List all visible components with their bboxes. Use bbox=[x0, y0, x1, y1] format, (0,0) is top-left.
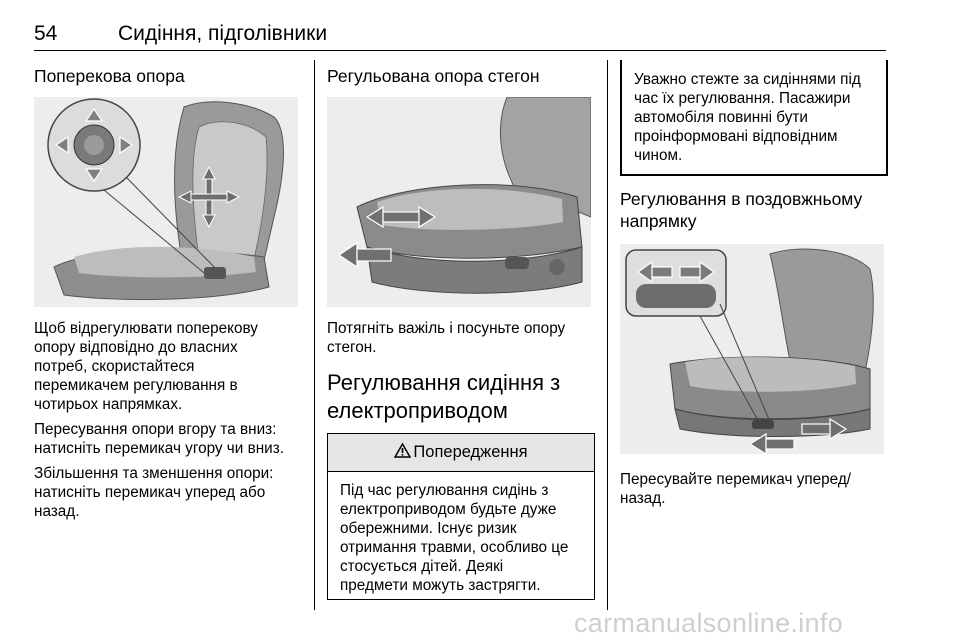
column-thigh-support bbox=[327, 60, 595, 600]
warning-text: Уважно стежте за сидіннями під час їх регулювання. Пасажири автомобіля повинні бути проінформовані відповідним чином. bbox=[634, 71, 861, 164]
page-header bbox=[34, 22, 886, 52]
column-divider bbox=[314, 60, 315, 610]
figure-longitudinal-switch bbox=[620, 244, 884, 454]
section-heading-longitudinal: Регулювання в поздовжньому напрямку bbox=[620, 189, 863, 231]
column-lumbar-support bbox=[34, 60, 302, 521]
section-heading-lumbar: Поперекова опора bbox=[34, 66, 185, 86]
section-heading-thigh: Регульована опора стегон bbox=[327, 66, 540, 86]
figure-lumbar-switch bbox=[34, 97, 298, 307]
column-divider bbox=[607, 60, 608, 610]
header-rule bbox=[34, 50, 886, 51]
figure-thigh-support bbox=[327, 97, 591, 307]
paragraph: Пересування опори вгору та вниз: натисніть перемикач угору чи вниз. bbox=[34, 421, 284, 457]
section-heading-power-seat: Регулювання сидіння з електроприводом bbox=[327, 370, 561, 423]
paragraph: Збільшення та зменшення опори: натисніть перемикач уперед або назад. bbox=[34, 465, 274, 520]
paragraph: Щоб відрегулювати поперекову опору відповідно до власних потреб, скористайтеся перемикачем регулювання в чотирьох напрямках. bbox=[34, 320, 258, 413]
watermark: carmanualsonline.info bbox=[574, 608, 843, 638]
warning-box bbox=[327, 433, 595, 600]
warning-text: Під час регулювання сидінь з електроприводом будьте дуже обережними. Існує ризик отримання травми, особливо це стосується дітей. Деякі предмети можуть застрягти. bbox=[340, 482, 569, 594]
column-longitudinal bbox=[620, 60, 888, 508]
warning-triangle-icon bbox=[394, 443, 411, 458]
page-number: 54 bbox=[34, 22, 58, 45]
figure-caption: Потягніть важіль і посуньте опору стегон. bbox=[327, 320, 566, 356]
warning-continuation-box bbox=[620, 60, 888, 176]
chapter-title: Сидіння, підголівники bbox=[118, 22, 328, 45]
figure-caption: Пересувайте перемикач уперед/ назад. bbox=[620, 471, 851, 507]
warning-title: Попередження bbox=[328, 434, 594, 472]
